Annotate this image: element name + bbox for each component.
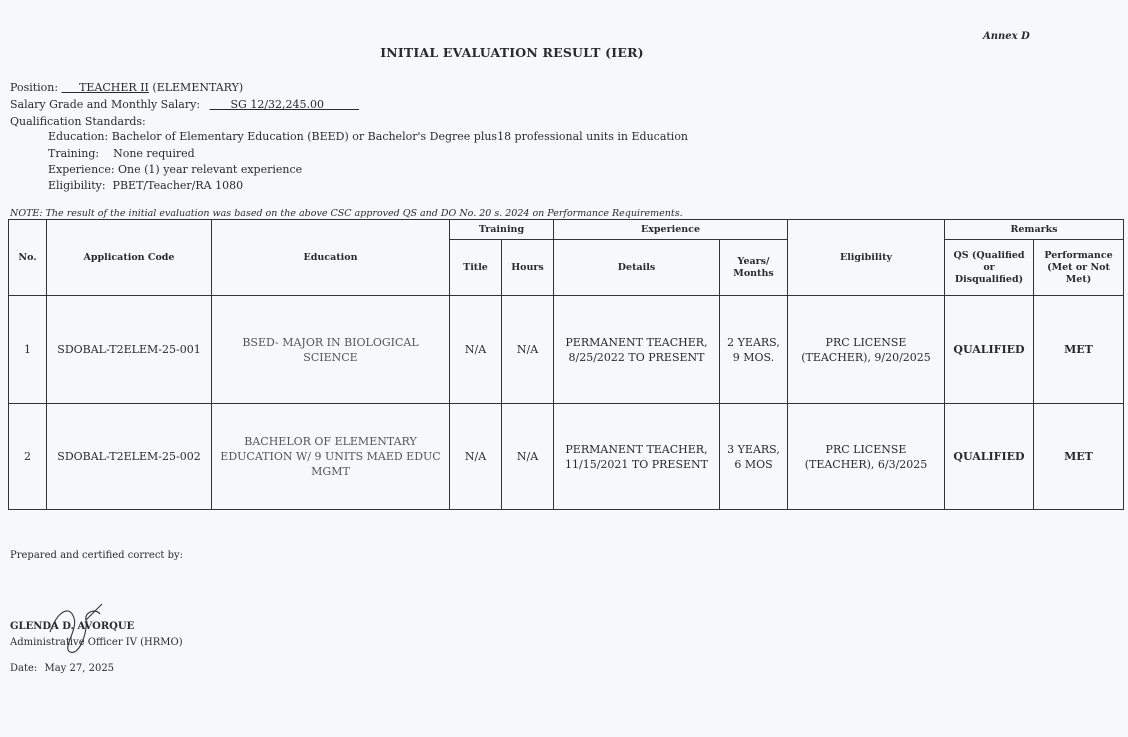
qs-education: Education: Bachelor of Elementary Education (BEED) or Bachelor's Degree plus18 professional units in Education [48, 130, 689, 143]
salary-label: Salary Grade and Monthly Salary: [10, 98, 201, 111]
row-application-code: SDOBAL-T2ELEM-25-002 [47, 404, 212, 510]
position-line [10, 80, 243, 96]
row-qs-remark: QUALIFIED [945, 404, 1034, 510]
row-performance-remark: MET [1034, 404, 1124, 510]
row-experience-years: 3 YEARS, 6 MOS [720, 404, 788, 510]
row-experience-details: PERMANENT TEACHER, 8/25/2022 TO PRESENT [554, 296, 720, 404]
position-value: TEACHER II [79, 81, 149, 94]
qs-eligibility: Eligibility: PBET/Teacher/RA 1080 [48, 179, 244, 192]
table-row [9, 404, 1124, 510]
row-education: BACHELOR OF ELEMENTARY EDUCATION W/ 9 UNITS MAED EDUC MGMT [212, 404, 450, 510]
row-training-hours: N/A [502, 404, 554, 510]
document-title: INITIAL EVALUATION RESULT (IER) [380, 45, 644, 60]
date-label: Date: [10, 663, 38, 674]
position-label: Position: [10, 81, 59, 94]
header-training: Training [450, 220, 554, 240]
row-eligibility: PRC LICENSE (TEACHER), 6/3/2025 [788, 404, 945, 510]
salary-value: SG 12/32,245.00 [230, 98, 325, 111]
qs-training: Training: None required [48, 147, 195, 160]
header-qs: QS (Qualified or Disqualified) [945, 240, 1034, 296]
table-row [9, 296, 1124, 404]
position-suffix: (ELEMENTARY) [152, 81, 244, 94]
header-no: No. [9, 220, 47, 296]
row-application-code: SDOBAL-T2ELEM-25-001 [47, 296, 212, 404]
row-experience-details: PERMANENT TEACHER, 11/15/2021 TO PRESENT [554, 404, 720, 510]
row-education: BSED- MAJOR IN BIOLOGICAL SCIENCE [212, 296, 450, 404]
header-years: Years/ Months [720, 240, 788, 296]
row-eligibility: PRC LICENSE (TEACHER), 9/20/2025 [788, 296, 945, 404]
row-no: 2 [9, 404, 47, 510]
date-line [10, 663, 114, 674]
header-hours: Hours [502, 240, 554, 296]
table-header-row [9, 220, 1124, 240]
signatory-name: GLENDA D. AVORQUE [10, 621, 135, 632]
evaluation-note: NOTE: The result of the initial evaluation was based on the above CSC approved QS and DO No. 20 s. 2024 on Performance Requirements. [10, 208, 683, 219]
signatory-position: Administrative Officer IV (HRMO) [10, 637, 183, 648]
qs-experience: Experience: One (1) year relevant experience [48, 163, 303, 176]
header-performance: Performance (Met or Not Met) [1034, 240, 1124, 296]
row-experience-years: 2 YEARS, 9 MOS. [720, 296, 788, 404]
row-training-hours: N/A [502, 296, 554, 404]
header-application-code: Application Code [47, 220, 212, 296]
row-qs-remark: QUALIFIED [945, 296, 1034, 404]
header-eligibility: Eligibility [788, 220, 945, 296]
header-education: Education [212, 220, 450, 296]
date-value: May 27, 2025 [44, 663, 115, 674]
prepared-by-label: Prepared and certified correct by: [10, 550, 184, 561]
row-training-title: N/A [450, 404, 502, 510]
row-training-title: N/A [450, 296, 502, 404]
annex-label: Annex D [983, 31, 1030, 42]
qs-label: Qualification Standards: [10, 115, 146, 128]
header-remarks: Remarks [945, 220, 1124, 240]
evaluation-table [8, 219, 1124, 510]
row-no: 1 [9, 296, 47, 404]
header-title: Title [450, 240, 502, 296]
row-performance-remark: MET [1034, 296, 1124, 404]
salary-line [10, 97, 359, 113]
header-experience: Experience [554, 220, 788, 240]
header-details: Details [554, 240, 720, 296]
